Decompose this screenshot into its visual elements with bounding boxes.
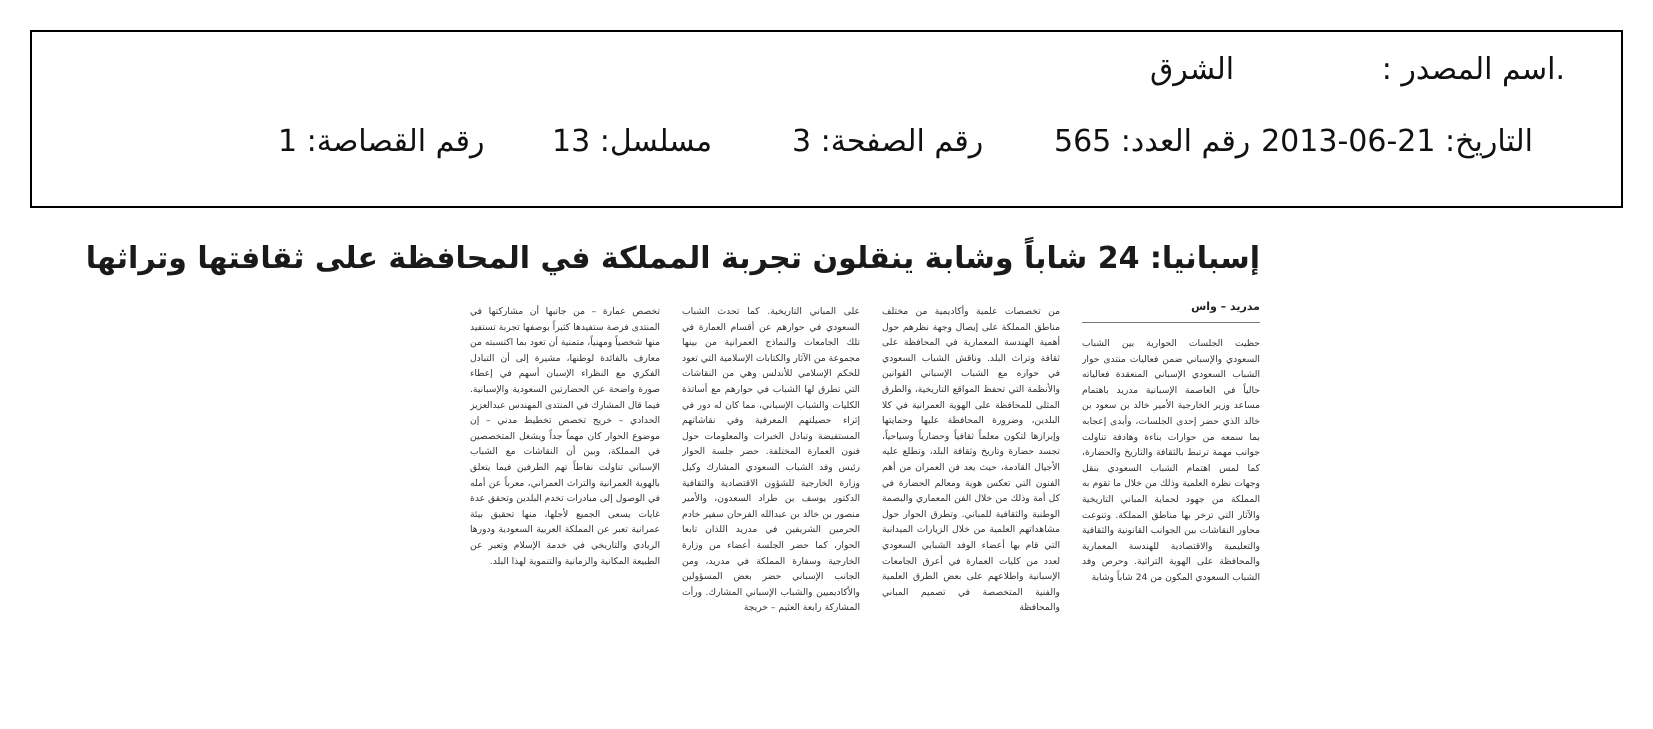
newspaper-clipping: [85, 236, 1260, 646]
source-label: .اسم المصدر :: [1381, 52, 1565, 87]
metadata-box: [30, 30, 1623, 208]
dateline-rule: [1082, 322, 1260, 323]
issue-number-field: رقم العدد: 565: [1054, 124, 1251, 159]
article-column-1: حظيت الجلسات الحوارية بين الشباب السعودي والإسباني ضمن فعاليات منتدى حوار الشباب السعودي الإسباني المنعقدة فعالياته حالياً في العاصمة الإسبانية مدريد باهتمام مساعد وزير الخارجية الأمير خالد بن سعود بن خالد الذي حضر إحدى الجلسات، وأبدى إعجابه بما سمعه من حوارات بناءة وهادفة تناولت جوانب مهمة ترتبط بالثقافة والتاريخ والحضارة، كما لمس اهتمام الشباب السعودي بنقل وجهات نظره العلمية وذلك من خلال ما تقوم به المملكة من جهود لحماية المباني التاريخية والآثار التي تزخر بها مناطق المملكة. وتنوعت محاور النقاشات بين الجوانب القانونية والثقافية والتعليمية والاقتصادية للهندسة المعمارية والمحافظة على الهوية التراثية. وحرص وفد الشباب السعودي المكون من 24 شاباً وشابة: [1082, 338, 1260, 583]
date-field: التاريخ: 21-06-2013: [1261, 124, 1533, 159]
serial-field: مسلسل: 13: [552, 124, 713, 159]
article-headline: إسبانيا: 24 شاباً وشابة ينقلون تجربة المملكة في المحافظة على ثقافتها وتراثها: [85, 241, 1260, 276]
clip-number-field: رقم القصاصة: 1: [278, 124, 485, 159]
article-column-4: تخصص عمارة – من جانبها أن مشاركتها في المنتدى فرصة ستفيدها كثيراً بوصفها تجربة تستفيد منها شخصياً ومهنياً، متمنية أن تعود بما اكتسبته من معارف بالفائدة لوطنها، مشيرة إلى أن التبادل الفكري مع النظراء الإسبان أسهم في إعطاء صورة واضحة عن الحضارتين السعودية والإسبانية. فيما قال المشارك في المنتدى المهندس عبدالعزيز الحدادي – خريج تخصص تخطيط مدني – إن موضوع الحوار كان مهماً جداً ويشغل المتخصصين في المملكة، وبين أن النقاشات مع الشباب الإسباني تناولت نقاطاً تهم الطرفين فيما يتعلق بالهوية العمرانية والتراث العمراني، معرباً عن أمله في الوصول إلى مبادرات تخدم البلدين وتحقق عدة غايات يسعى الجميع لأجلها، منها تحقيق بيئة عمرانية تعبر عن المملكة العربية السعودية ودورها الريادي والتاريخي في خدمة الإسلام وتعبر عن الطبيعة المكانية والزمانية والتنموية لهذا البلد.: [470, 306, 660, 567]
article-column-2: من تخصصات علمية وأكاديمية من مختلف مناطق المملكة على إيصال وجهة نظرهم حول أهمية الهندسة المعمارية في المحافظة على ثقافة وتراث البلد. وناقش الشباب السعودي في حواره مع الشباب الإسباني القوانين والأنظمة التي تحفظ المواقع التاريخية، والطرق المثلى للمحافظة على الهوية العمرانية في كلا البلدين، وضرورة المحافظة عليها وحمايتها وإبرازها لتكون معلماً ثقافياً وحضارياً وسياحياً، تجسد حضارة وتاريخ وثقافة البلد، وتطلع عليه الأجيال القادمة، حيث يعد فن العمران من أهم الفنون التي تعكس هوية ومعالم الحضارة في كل أمة وذلك من خلال الفن المعماري والبصمة الوطنية والثقافية للمباني. وتطرق الحوار حول مشاهداتهم العلمية من خلال الزيارات الميدانية التي قام بها أعضاء الوفد الشبابي السعودي لعدد من كليات العمارة في أعرق الجامعات الإسبانية واطلاعهم على بعض الطرق العلمية والفنية المتخصصة في تصميم المباني والمحافظة: [882, 306, 1060, 614]
source-value: الشرق: [1150, 52, 1235, 87]
article-column-3: على المباني التاريخية. كما تحدث الشباب السعودي في حوارهم عن أقسام العمارة في تلك الجامعات والنماذج العمرانية من بينها مجموعة من الآثار والكتابات الإسلامية التي تعود للحكم الإسلامي للأندلس وهي من النقاشات التي تطرق لها الشباب في حوارهم مع أساتذة الكليات والشباب الإسباني، مما كان له دور في إثراء حصيلتهم المعرفية وفي نقاشاتهم المستفيضة وتبادل الخبرات والمعلومات حول فنون العمارة المختلفة. حضر جلسة الحوار رئيس وفد الشباب السعودي المشارك وكيل وزارة الخارجية للشؤون الاقتصادية والثقافية الدكتور يوسف بن طراد السعدون، والأمير منصور بن خالد بن عبدالله الفرحان سفير خادم الحرمين الشريفين في مدريد اللذان تابعا الحوار، كما حضر الجلسة أعضاء من وزارة الخارجية وسفارة المملكة في مدريد، ومن الجانب الإسباني حضر بعض المسؤولين والأكاديميين والشباب الإسباني المشارك. ورأت المشاركة رابعة العثيم – خريجة: [682, 306, 860, 614]
article-dateline: مدريد – واس: [1191, 300, 1260, 313]
page-number-field: رقم الصفحة: 3: [792, 124, 984, 159]
